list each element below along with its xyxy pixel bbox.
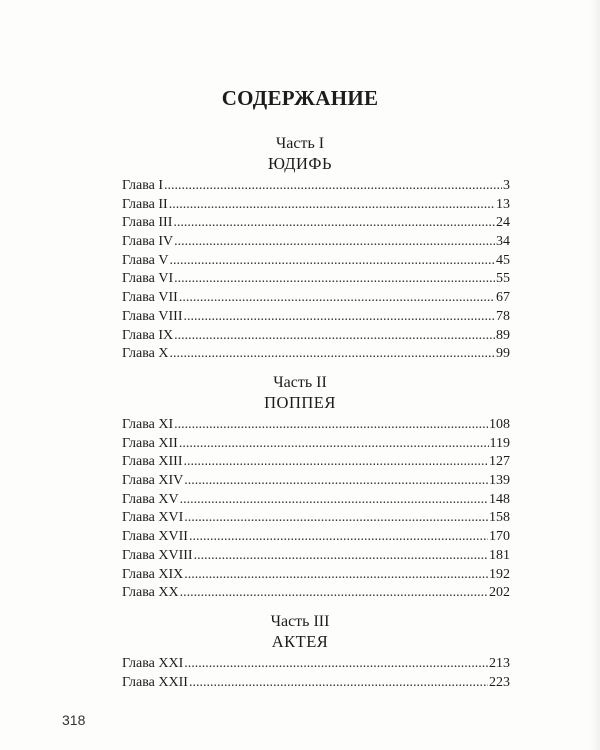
toc-entry[interactable] [122,214,510,233]
dot-leader [164,177,502,196]
dot-leader [194,547,488,566]
toc-entry[interactable] [122,674,510,693]
page-ref: 108 [489,417,510,432]
page-title: СОДЕРЖАНИЕ [221,86,379,110]
chapter-label: Глава VII [122,290,178,306]
part-label: Часть I [275,135,325,152]
part-heading-2 [0,373,600,414]
dot-leader [183,453,488,472]
page-ref: 170 [489,529,510,545]
part-label: Часть II [273,374,327,391]
chapter-label: Глава X [122,346,169,362]
page-ref: 99 [496,346,510,362]
chapter-label: Глава III [122,215,173,231]
page-ref: 127 [489,454,510,470]
part-name: ПОППЕЯ [264,393,336,412]
chapter-label: Глава XIV [122,473,184,489]
dot-leader [169,196,495,215]
chapter-label: Глава XII [122,435,178,451]
page-ref: 13 [496,196,510,212]
dot-leader [174,270,495,289]
toc-entry[interactable] [122,491,510,510]
chapter-label: Глава IX [122,327,174,343]
dot-leader [179,435,489,454]
chapter-label: Глава V [122,252,169,268]
page-ref: 139 [489,473,510,489]
page-ref: 3 [503,178,510,193]
page-ref: 67 [496,290,510,306]
toc-entry[interactable] [122,308,510,327]
dot-leader [170,345,496,364]
page-ref: 45 [496,252,510,268]
dot-leader [179,289,495,308]
chapter-label: Глава XIII [122,454,183,470]
dot-leader [184,472,488,491]
dot-leader [174,416,488,435]
toc-entry[interactable] [122,655,510,674]
page-ref: 34 [496,234,510,250]
chapter-label: Глава VI [122,271,174,287]
part-heading-1 [0,134,600,175]
toc-entry[interactable] [122,566,510,585]
toc-entry[interactable] [122,252,510,271]
chapter-list-part-2 [122,416,510,603]
page-ref: 223 [489,674,510,690]
part-label: Часть III [270,613,330,630]
page-ref: 181 [489,547,510,563]
chapter-label: Глава VIII [122,308,183,324]
page-ref: 202 [489,585,510,601]
part-name: АКТЕЯ [271,632,329,651]
dot-leader [174,233,495,252]
chapter-label: Глава XXII [122,674,188,690]
toc-entry[interactable] [122,270,510,289]
page-ref: 89 [496,327,510,343]
toc-entry[interactable] [122,472,510,491]
toc-entry[interactable] [122,416,510,435]
page-ref: 119 [489,435,510,451]
chapter-label: Глава XVI [122,510,184,526]
page-ref: 24 [496,215,510,231]
part-heading-3 [0,612,600,653]
toc-entry[interactable] [122,233,510,252]
chapter-label: Глава I [122,178,164,193]
toc-entry[interactable] [122,453,510,472]
dot-leader [183,308,495,327]
chapter-label: Глава XIX [122,566,184,582]
page-ref: 192 [489,566,510,582]
chapter-label: Глава XVII [122,529,188,545]
toc-entry[interactable] [122,435,510,454]
page-ref: 148 [489,491,510,507]
dot-leader [180,584,488,603]
chapter-label: Глава XXI [122,656,184,671]
toc-entry[interactable] [122,547,510,566]
chapter-label: Глава XX [122,585,179,601]
dot-leader [170,252,496,271]
toc-entry[interactable] [122,196,510,215]
toc-entry[interactable] [122,509,510,528]
dot-leader [180,491,488,510]
dot-leader [189,528,488,547]
dot-leader [184,509,488,528]
toc-entry[interactable] [122,289,510,308]
chapter-label: Глава IV [122,234,174,250]
dot-leader [184,566,488,585]
page-ref: 55 [496,271,510,287]
part-name: ЮДИФЬ [268,154,332,173]
toc-entry[interactable] [122,345,510,364]
chapter-label: Глава XI [122,417,174,432]
dot-leader [189,674,488,693]
chapter-list-part-3 [122,655,510,692]
toc-entry[interactable] [122,177,510,196]
dot-leader [174,327,495,346]
chapter-label: Глава XV [122,491,179,507]
chapter-label: Глава XVIII [122,547,193,563]
dot-leader [173,214,495,233]
chapter-list-part-1 [122,177,510,364]
toc-entry[interactable] [122,528,510,547]
chapter-label: Глава II [122,196,168,212]
toc-entry[interactable] [122,584,510,603]
page-number: 318 [62,712,86,728]
page-ref: 213 [489,656,510,671]
dot-leader [184,655,488,674]
page-ref: 78 [496,308,510,324]
page-ref: 158 [489,510,510,526]
toc-entry[interactable] [122,327,510,346]
